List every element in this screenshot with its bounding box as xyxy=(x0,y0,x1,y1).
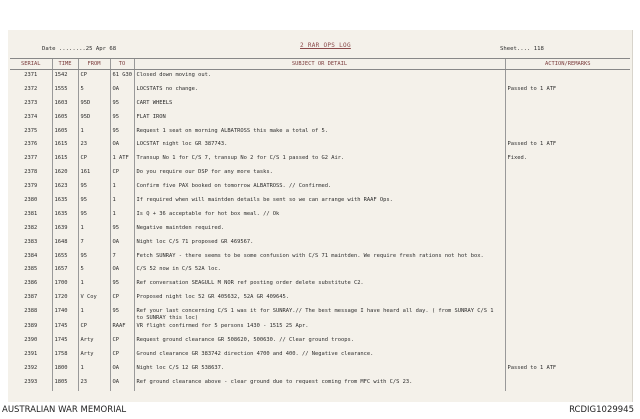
cell-action xyxy=(505,237,630,251)
cell-serial: 2378 xyxy=(24,169,38,176)
cell-to: 1 xyxy=(110,195,134,209)
cell-subject: LOCSTAT night loc GR 387743. xyxy=(134,139,505,153)
cell-to: OA xyxy=(110,139,134,153)
cell-to: OA xyxy=(110,84,134,98)
cell-from: 1 xyxy=(78,363,110,377)
cell-time: 1605 xyxy=(52,126,78,140)
table-row xyxy=(10,139,630,153)
table-row xyxy=(10,181,630,195)
cell-from: 95 xyxy=(78,251,110,265)
cell-action xyxy=(505,335,630,349)
table-header-row xyxy=(10,59,630,70)
cell-serial: 2385 xyxy=(24,266,38,273)
sheet-value: 118 xyxy=(533,46,544,52)
cell-time: 1542 xyxy=(52,70,78,84)
cell-serial: 2390 xyxy=(24,337,38,344)
cell-from: CP xyxy=(78,70,110,84)
cell-time: 1648 xyxy=(52,237,78,251)
cell-time: 1620 xyxy=(52,167,78,181)
table-row xyxy=(10,321,630,335)
cell-serial: 2389 xyxy=(24,323,38,330)
cell-serial: 2388 xyxy=(24,308,38,315)
cell-to: 95 xyxy=(110,278,134,292)
column-header-subject: SUBJECT OR DETAIL xyxy=(134,59,505,70)
table-row xyxy=(10,98,630,112)
cell-time: 1615 xyxy=(52,153,78,167)
cell-to: 95 xyxy=(110,112,134,126)
table-row xyxy=(10,278,630,292)
date-value: ........25 Apr 68 xyxy=(58,46,117,52)
table-row xyxy=(10,223,630,237)
cell-time: 1635 xyxy=(52,209,78,223)
cell-serial: 2382 xyxy=(24,224,38,231)
cell-subject: Ref conversation SEAGULL M NOR ref posting order delete substitute C2. xyxy=(134,278,505,292)
cell-action: Passed to 1 ATF xyxy=(505,139,630,153)
cell-time: 1800 xyxy=(52,363,78,377)
cell-serial: 2383 xyxy=(24,238,38,245)
cell-action xyxy=(505,223,630,237)
cell-serial: 2387 xyxy=(24,294,38,301)
cell-time: 1700 xyxy=(52,278,78,292)
table-row xyxy=(10,112,630,126)
column-header-time: TIME xyxy=(52,59,78,70)
table-row xyxy=(10,335,630,349)
cell-action: Fixed. xyxy=(505,153,630,167)
cell-subject: Confirm five PAX booked on tomorrow ALBATROSS. // Confirmed. xyxy=(134,181,505,195)
cell-from: 95 xyxy=(78,195,110,209)
cell-subject: LOCSTATS no change. xyxy=(134,84,505,98)
sheet-label: Sheet xyxy=(500,46,517,52)
cell-serial: 2373 xyxy=(24,99,38,106)
cell-time: 1720 xyxy=(52,292,78,306)
cell-serial: 2393 xyxy=(24,378,38,385)
cell-action xyxy=(505,195,630,209)
cell-time: 1740 xyxy=(52,306,78,321)
cell-subject: Do you require our DSP for any more tasks. xyxy=(134,167,505,181)
cell-time: 1603 xyxy=(52,98,78,112)
cell-from: 5 xyxy=(78,84,110,98)
cell-subject: Request ground clearance GR 508620, 500630. // Clear ground troops. xyxy=(134,335,505,349)
cell-subject: Closed down moving out. xyxy=(134,70,505,84)
cell-subject: Ground clearance GR 383742 direction 4700 and 400. // Negative clearance. xyxy=(134,349,505,363)
cell-subject: Transup No 1 for C/S 7, transup No 2 for C/S 1 passed to G2 Air. xyxy=(134,153,505,167)
cell-from: 1 xyxy=(78,126,110,140)
cell-from: CP xyxy=(78,153,110,167)
cell-to: OA xyxy=(110,377,134,391)
cell-action xyxy=(505,70,630,84)
cell-serial: 2384 xyxy=(24,252,38,259)
cell-subject: Is Q + 36 acceptable for hot box meal. // Ok xyxy=(134,209,505,223)
cell-to: CP xyxy=(110,335,134,349)
table-row xyxy=(10,237,630,251)
table-row xyxy=(10,363,630,377)
cell-time: 1655 xyxy=(52,251,78,265)
cell-to: OA xyxy=(110,363,134,377)
cell-action xyxy=(505,181,630,195)
cell-to: OA xyxy=(110,264,134,278)
cell-subject: CART WHEELS xyxy=(134,98,505,112)
table-row xyxy=(10,251,630,265)
table-row xyxy=(10,126,630,140)
cell-to: CP xyxy=(110,167,134,181)
cell-from: Arty xyxy=(78,335,110,349)
cell-subject: C/S 52 now in C/S 52A loc. xyxy=(134,264,505,278)
cell-from: 95D xyxy=(78,98,110,112)
cell-time: 1657 xyxy=(52,264,78,278)
cell-action xyxy=(505,321,630,335)
cell-subject: Proposed night loc 52 GR 405632, 52A GR 409645. xyxy=(134,292,505,306)
table-row xyxy=(10,84,630,98)
cell-subject: VR flight confirmed for 5 persons 1430 - 1515 25 Apr. xyxy=(134,321,505,335)
cell-to: 1 xyxy=(110,181,134,195)
cell-to: 95 xyxy=(110,306,134,321)
cell-serial: 2374 xyxy=(24,113,38,120)
cell-subject: Ref ground clearance above - clear ground due to request coming from MFC with C/S 23. xyxy=(134,377,505,391)
cell-serial: 2376 xyxy=(24,141,38,148)
cell-from: 23 xyxy=(78,139,110,153)
footer-record-id: RCDIG1029945 xyxy=(569,405,634,415)
cell-serial: 2380 xyxy=(24,197,38,204)
cell-subject: Negative maintden required. xyxy=(134,223,505,237)
cell-to: 7 xyxy=(110,251,134,265)
date-label: Date xyxy=(42,46,56,52)
table-row xyxy=(10,153,630,167)
cell-action: Passed to 1 ATF xyxy=(505,363,630,377)
ops-log-table xyxy=(10,58,630,391)
cell-from: 95D xyxy=(78,112,110,126)
footer xyxy=(0,402,640,419)
cell-action xyxy=(505,112,630,126)
cell-to: CP xyxy=(110,292,134,306)
cell-from: 1 xyxy=(78,278,110,292)
table-row xyxy=(10,70,630,84)
column-header-from: FROM xyxy=(78,59,110,70)
cell-time: 1615 xyxy=(52,139,78,153)
cell-action xyxy=(505,251,630,265)
cell-from: 5 xyxy=(78,264,110,278)
cell-serial: 2375 xyxy=(24,127,38,134)
cell-subject: Night loc C/S 71 proposed GR 469567. xyxy=(134,237,505,251)
cell-time: 1758 xyxy=(52,349,78,363)
column-header-serial: SERIAL xyxy=(10,59,52,70)
cell-action: Passed to 1 ATF xyxy=(505,84,630,98)
cell-time: 1805 xyxy=(52,377,78,391)
cell-to: RAAF xyxy=(110,321,134,335)
date-field xyxy=(42,46,116,52)
cell-serial: 2392 xyxy=(24,365,38,371)
cell-time: 1605 xyxy=(52,112,78,126)
cell-subject: Ref your last concerning C/S 1 was it for SUNRAY.// The best message I have heard all day. ( from SUNRAY C/S 1 to SUNRAY this loc) xyxy=(134,306,505,321)
cell-action xyxy=(505,278,630,292)
cell-time: 1639 xyxy=(52,223,78,237)
cell-subject: Night loc C/S 12 GR 538637. xyxy=(134,363,505,377)
table-row xyxy=(10,292,630,306)
cell-time: 1745 xyxy=(52,335,78,349)
table-row xyxy=(10,377,630,391)
table-row xyxy=(10,195,630,209)
table-body xyxy=(10,70,630,391)
cell-time: 1555 xyxy=(52,84,78,98)
cell-subject: FLAT IRON xyxy=(134,112,505,126)
cell-subject: If required when will maintden details be sent so we can arrange with RAAF Ops. xyxy=(134,195,505,209)
cell-action xyxy=(505,349,630,363)
page-title: 2 RAR OPS LOG xyxy=(300,42,351,49)
cell-action xyxy=(505,264,630,278)
cell-to: OA xyxy=(110,237,134,251)
cell-action xyxy=(505,377,630,391)
cell-action xyxy=(505,292,630,306)
cell-from: 23 xyxy=(78,377,110,391)
cell-action xyxy=(505,126,630,140)
cell-serial: 2371 xyxy=(24,72,38,78)
sheet-field: Sheet.... 118 xyxy=(500,46,544,52)
cell-serial: 2377 xyxy=(24,155,38,162)
cell-to: 95 xyxy=(110,98,134,112)
cell-from: 1 xyxy=(78,306,110,321)
cell-time: 1635 xyxy=(52,195,78,209)
table-row xyxy=(10,264,630,278)
cell-to: 95 xyxy=(110,223,134,237)
cell-serial: 2386 xyxy=(24,280,38,287)
cell-serial: 2379 xyxy=(24,183,38,190)
cell-serial: 2391 xyxy=(24,351,38,358)
cell-to: 61 G30 xyxy=(110,70,134,84)
table-row xyxy=(10,209,630,223)
cell-to: CP xyxy=(110,349,134,363)
table-row xyxy=(10,349,630,363)
cell-action xyxy=(505,306,630,321)
cell-subject: Fetch SUNRAY - there seems to be some confusion with C/S 71 maintden. We require fresh rations not hot box. xyxy=(134,251,505,265)
cell-from: 161 xyxy=(78,167,110,181)
cell-from: Arty xyxy=(78,349,110,363)
cell-from: 95 xyxy=(78,181,110,195)
cell-to: 1 xyxy=(110,209,134,223)
cell-time: 1745 xyxy=(52,321,78,335)
cell-action xyxy=(505,167,630,181)
cell-from: 95 xyxy=(78,209,110,223)
cell-from: V Coy xyxy=(78,292,110,306)
cell-from: 7 xyxy=(78,237,110,251)
cell-time: 1623 xyxy=(52,181,78,195)
cell-from: CP xyxy=(78,321,110,335)
footer-credit: AUSTRALIAN WAR MEMORIAL xyxy=(2,405,127,415)
cell-serial: 2372 xyxy=(24,85,38,92)
cell-action xyxy=(505,98,630,112)
cell-to: 95 xyxy=(110,126,134,140)
column-header-to: TO xyxy=(110,59,134,70)
cell-from: 1 xyxy=(78,223,110,237)
cell-subject: Request 1 seat on morning ALBATROSS this make a total of 5. xyxy=(134,126,505,140)
cell-action xyxy=(505,209,630,223)
cell-to: 1 ATF xyxy=(110,153,134,167)
table-row xyxy=(10,167,630,181)
table-row xyxy=(10,306,630,321)
column-header-action: ACTION/REMARKS xyxy=(505,59,630,70)
cell-serial: 2381 xyxy=(24,210,38,217)
